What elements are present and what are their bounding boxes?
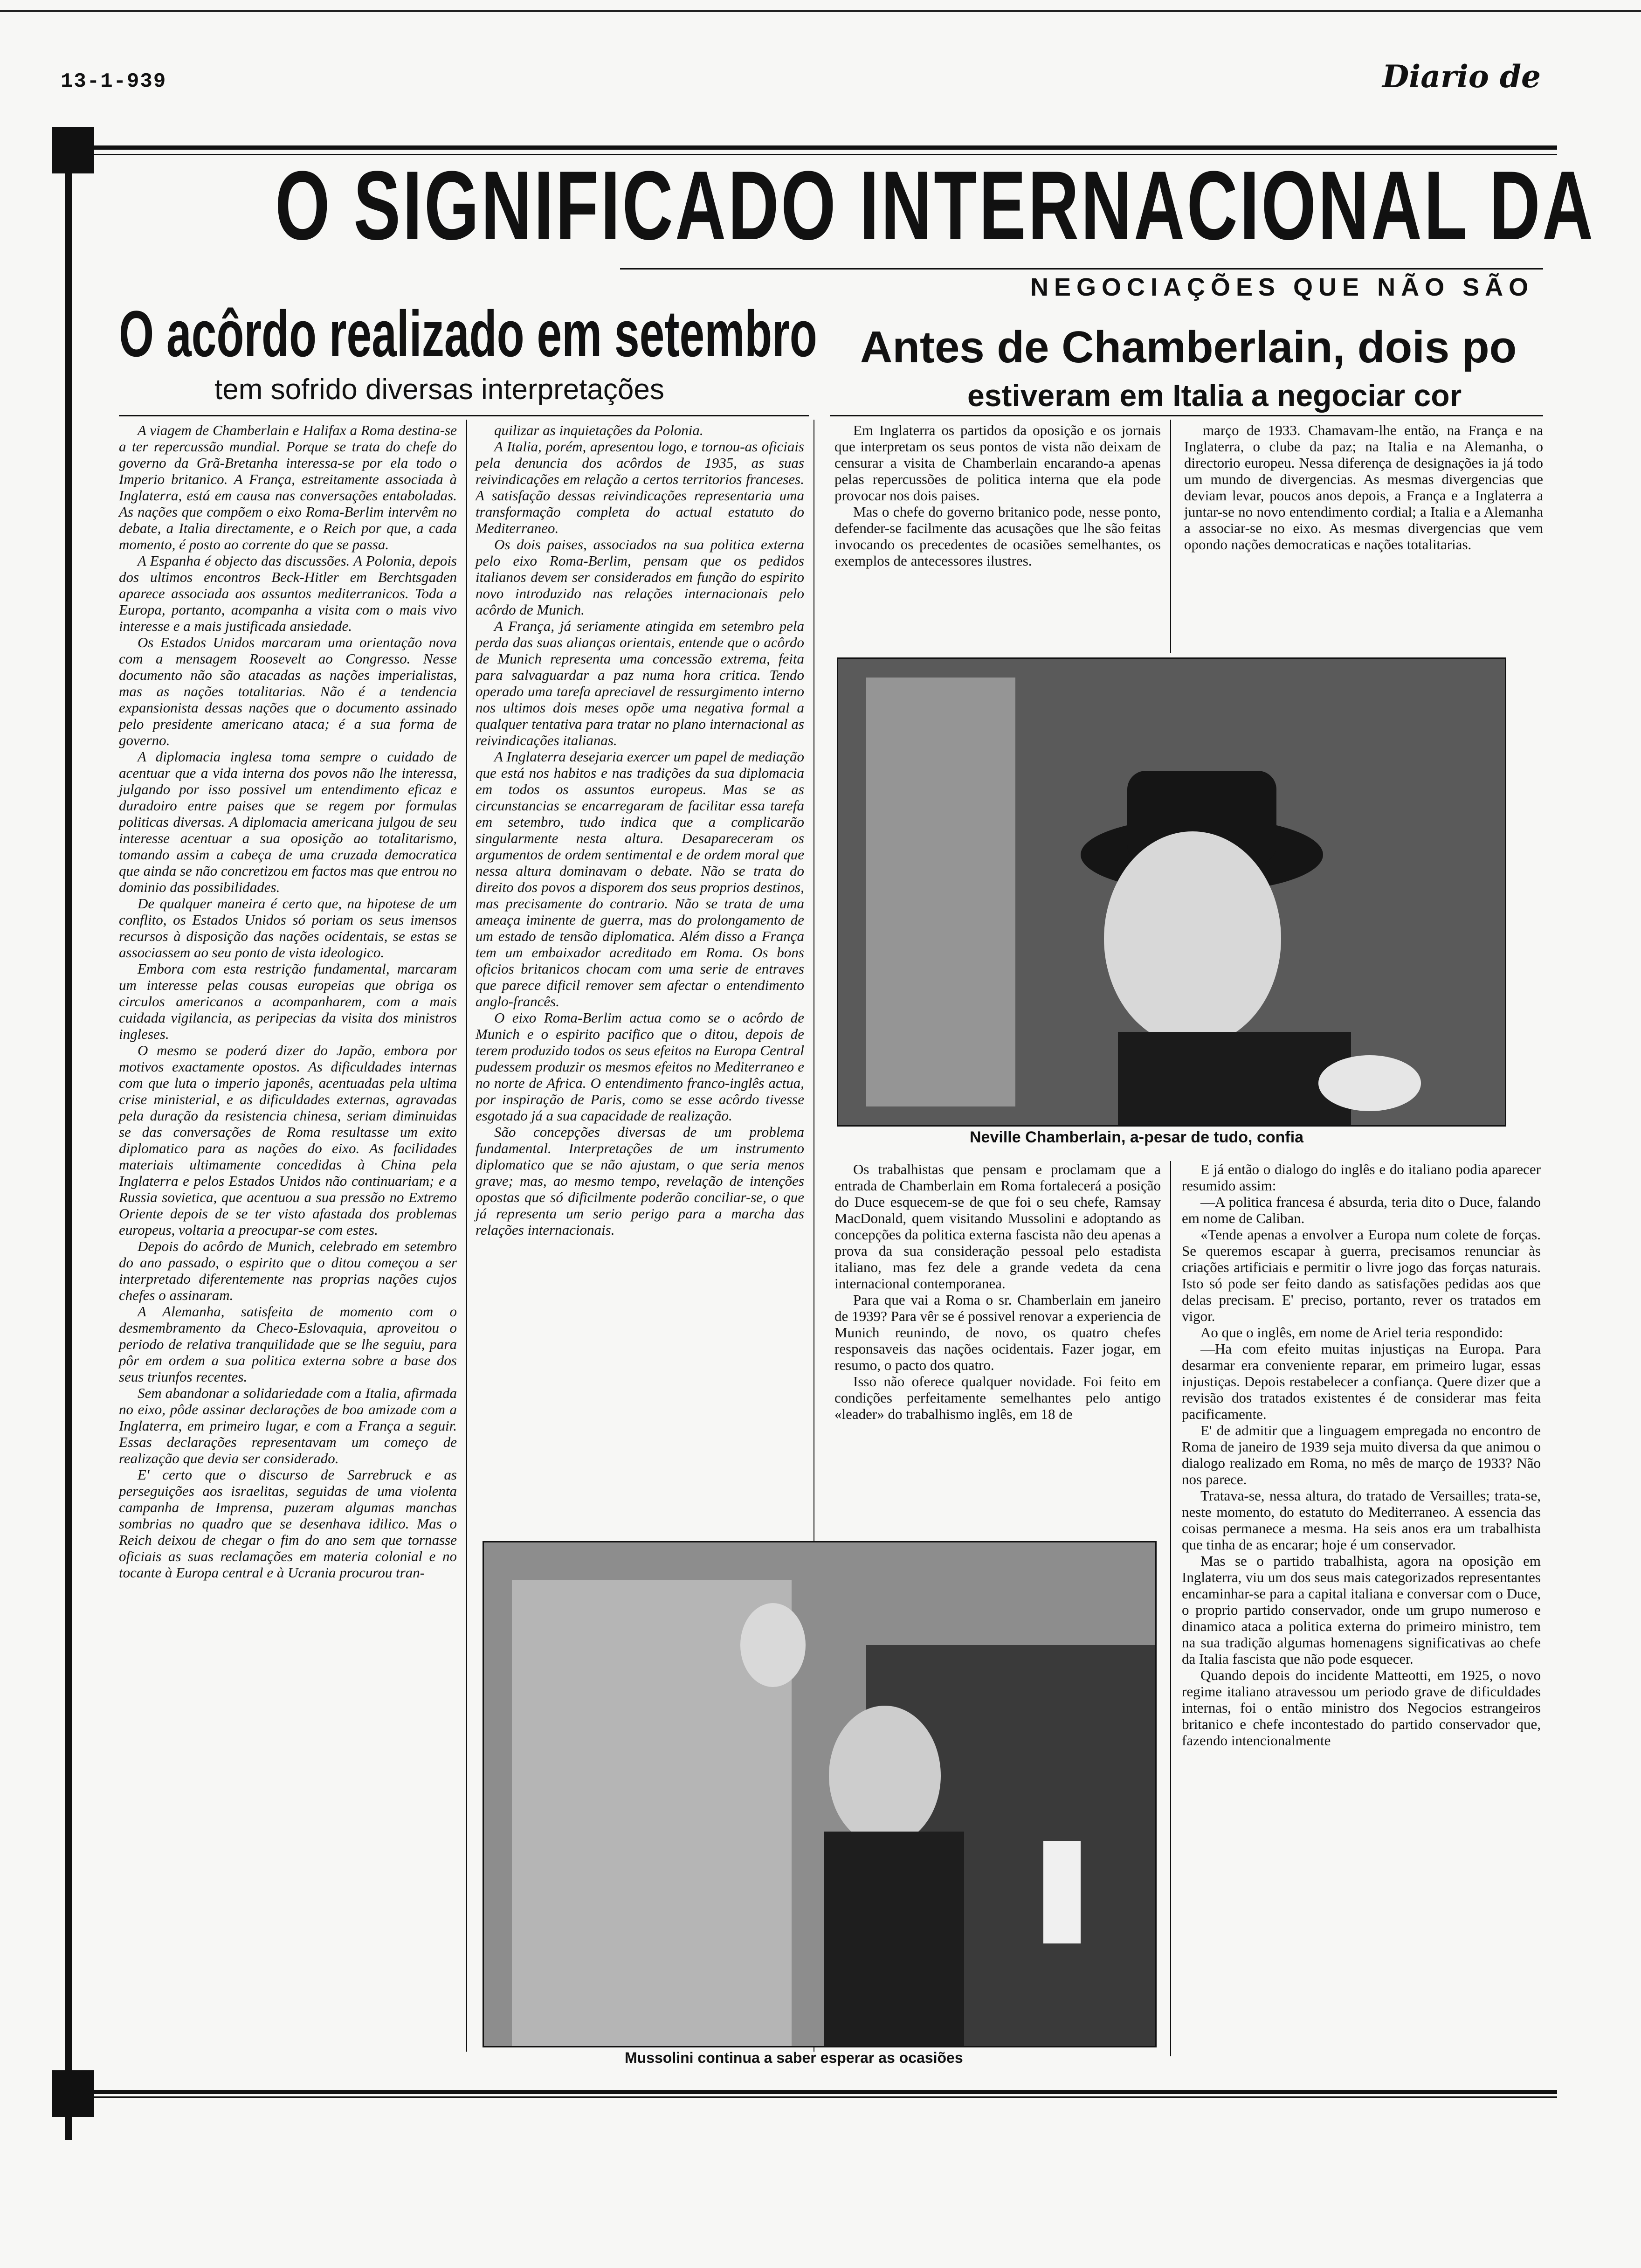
right-story-column-4-main: [1182, 1161, 1541, 2063]
paragraph: E já então o dialogo do inglês e do italiano podia aparecer resumido assim:: [1182, 1161, 1541, 1194]
paragraph: Mas se o partido trabalhista, agora na oposição em Inglaterra, viu um dos seus mais categorizados representantes encaminhar-se para a capital italiana e conversar com o Duce, o proprio partido conservador, onde um grupo numeroso e dinamico ataca a politica externa do primeiro ministro, tem na sua tradição algumas homenagens significativas ao chefe da Italia fascista que não pode esquecer.: [1182, 1553, 1541, 1667]
paragraph: A Italia, porém, apresentou logo, e tornou-as oficiais pela denuncia dos acôrdos de 1935, as suas reivindicações em relação a certos territorios franceses. A satisfação dessas reivindicações representaria uma transformação completa do actual estatuto do Mediterraneo.: [476, 438, 804, 536]
paragraph: Os trabalhistas que pensam e proclamam que a entrada de Chamberlain em Roma fortalecerá a posição do Duce esquecem-se de que foi o seu chefe, Ramsay MacDonald, quem visitando Mussolini e adoptando as concepções da politica externa fascista não deu apenas a prova da sua consideração pessoal pelo estadista italiano, mas fez dele a grande vedeta da cena internacional contemporanea.: [834, 1161, 1161, 1292]
paragraph: De qualquer maneira é certo que, na hipotese de um conflito, os Estados Unidos só poriam os seus imensos recursos à disposição das nações ocidentais, se estas se associassem ao seu ponto de vista ideologico.: [119, 895, 457, 961]
paragraph: A diplomacia inglesa toma sempre o cuidado de acentuar que a vida interna dos povos não lhe interessa, julgando por isso possivel um entendimento eficaz e duradoiro entre paises que se regem por formulas politicas diversas. A diplomacia americana julgou de seu interesse acentuar a sua oposição ao totalitarismo, tomando assim a cabeça de uma cruzada democratica que ainda se não concretizou em factos mas que entrou no dominio das possibilidades.: [119, 748, 457, 895]
paragraph: Sem abandonar a solidariedade com a Italia, afirmada no eixo, pôde assinar declarações de boa amizade com a Inglaterra, em primeiro lugar, e com a França a seguir. Essas declarações representavam um começo de realização que devia ser considerado.: [119, 1385, 457, 1466]
paragraph: O eixo Roma-Berlim actua como se o acôrdo de Munich e o espirito pacifico que o ditou, depois de terem produzido todos os seus efeitos na Europa Central pudessem produzir os mesmos efeitos no Mediterraneo e no norte de Africa. O entendimento franco-inglês actua, por inspiração de Paris, como se esse acôrdo tivesse esgotado já a sua capacidade de realização.: [476, 1010, 804, 1124]
right-deck-rule: [830, 415, 1543, 416]
paragraph: Quando depois do incidente Matteotti, em 1925, o novo regime italiano atravessou um periodo grave de dificuldades internas, foi o então ministro dos Negocios estrangeiros britanico e chefe incontestado do partido conservador que, fazendo intencionalmente: [1182, 1667, 1541, 1749]
right-story-title: Antes de Chamberlain, dois po: [860, 322, 1517, 372]
paragraph: —A politica francesa é absurda, teria dito o Duce, falando em nome de Caliban.: [1182, 1194, 1541, 1226]
paragraph: Mas o chefe do governo britanico pode, nesse ponto, defender-se facilmente das acusações que lhe são feitas invocando os precedentes de ocasiões semelhantes, os exemplos de antecessores ilustres.: [834, 504, 1161, 569]
paragraph: Ao que o inglês, em nome de Ariel teria respondido:: [1200, 1324, 1503, 1341]
paragraph: —Ha com efeito muitas injustiças na Europa. Para desarmar era conveniente reparar, em primeiro lugar, essas injustiças. Depois restabelecer a confiança. Quere dizer que a revisão dos tratados existentes é de considerar mas feita pacificamente.: [1182, 1341, 1541, 1422]
bottom-frame-rule: [65, 2090, 1557, 2094]
paragraph: «Tende apenas a envolver a Europa num colete de forças. Se queremos escapar à guerra, precisamos renunciar às criações artificiais e permitir o livre jogo das forças naturais. Isto só pode ser feito dando as satisfações pedidas aos que delas precisam. E' preciso, portanto, rever os tratados em vigor.: [1182, 1226, 1541, 1324]
paragraph: quilizar as inquietações da Polonia.: [494, 422, 703, 438]
paragraph: Depois do acôrdo de Munich, celebrado em setembro do ano passado, o espirito que o ditou começou a ser interpretado diferentemente nas proprias nações cujos chefes o assinaram.: [119, 1238, 457, 1303]
photo-mussolini: [483, 1541, 1157, 2047]
paragraph: Tratava-se, nessa altura, do tratado de Versailles; trata-se, neste momento, do estatuto do Mediterraneo. A essencia das coisas permanece a mesma. Ha seis anos era um trabalhista que tinha de as encarar; hoje é um conservador.: [1182, 1487, 1541, 1553]
left-story-column-1: [119, 422, 457, 2063]
left-story-column-2: [476, 422, 804, 1485]
column-divider: [1170, 420, 1171, 653]
paragraph: Isso não oferece qualquer novidade. Foi feito em condições perfeitamente semelhantes pelo antigo «leader» do trabalhismo inglês, em 18 de: [834, 1373, 1161, 1422]
column-divider: [1170, 1161, 1171, 2056]
right-story-column-4-top: [1184, 422, 1543, 655]
paragraph: Para que vai a Roma o sr. Chamberlain em janeiro de 1939? Para vêr se é possivel renovar a experiencia de Munich reunindo, de novo, os quatro chefes responsaveis das nações ocidentais. Fazer jogar, em resumo, o pacto dos quatro.: [834, 1292, 1161, 1373]
right-story-column-3-mid: [834, 1161, 1161, 1534]
photo2-caption: Mussolini continua a saber esperar as ocasiões: [625, 2049, 963, 2066]
paragraph: E' de admitir que a linguagem empregada no encontro de Roma de janeiro de 1939 seja muito diversa da que animou o dialogo realizado em Roma, no mês de março de 1933? Não nos parece.: [1182, 1422, 1541, 1487]
top-rule: [0, 10, 1641, 12]
masthead: Diario de: [1382, 58, 1541, 95]
portrait-illustration: [838, 659, 1505, 1125]
left-story-deck: tem sofrido diversas interpretações: [214, 373, 664, 406]
paragraph: Em Inglaterra os partidos da oposição e os jornais que interpretam os seus pontos de vista não deixam de censurar a visita de Chamberlain encarando-a apenas pelas repercussões de politica interna que ela pode provocar nos dois paises.: [834, 422, 1161, 504]
paragraph: A Inglaterra desejaria exercer um papel de mediação que está nos habitos e nas tradições da sua diplomacia em todos os assuntos europeus. Mas se as circunstancias se encarregaram de facilitar essa tarefa em setembro, tudo indica que a complicarão singularmente nesta altura. Desapareceram os argumentos de ordem sentimental e de ordem moral que nessa altura dominavam o debate. Não se trata do direito dos povos a disporem dos seus proprios destinos, mas precisamente do contrario. Não se trata de uma ameaça iminente de guerra, mas do prolongamento de um estado de tensão diplomatica. Além disso a França tem um embaixador acreditado em Roma. Os bons oficios britanicos chocam com uma serie de entraves que parece dificil remover sem afectar o entendimento anglo-francês.: [476, 748, 804, 1010]
train-window-illustration: [484, 1542, 1155, 2046]
paragraph: março de 1933. Chamavam-lhe então, na França e na Inglaterra, o clube da paz; na Italia e na Alemanha, o directorio europeu. Nessa diferença de designações ia já todo um mundo de divergencias. As mesmas divergencias que deviam levar, poucos anos depois, a França e a Inglaterra a juntar-se no novo entendimento cordial; a Italia e a Alemanha a associar-se no eixo. As mesmas divergencias que vem opondo nações democraticas e nações totalitarias.: [1184, 422, 1543, 553]
left-frame-rule: [65, 140, 72, 2140]
photo-neville-chamberlain: [837, 657, 1506, 1127]
paragraph: A Alemanha, satisfeita de momento com o desmembramento da Checo-Eslovaquia, aproveitou o periodo de relativa tranquilidade que se lhe seguiu, para pôr em ordem a sua politica externa sobre a base dos seus triunfos recentes.: [119, 1303, 457, 1385]
paragraph: Os Estados Unidos marcaram uma orientação nova com a mensagem Roosevelt ao Congresso. Nesse documento não são atacadas as nações imperialistas, mas as nações totalitarias. Não é a tendencia expansionista dessas nações que o documento assinado pelo presidente americano ataca; é a sua forma de governo.: [119, 634, 457, 748]
left-deck-rule: [119, 415, 809, 416]
photo1-caption: Neville Chamberlain, a-pesar de tudo, confia: [970, 1128, 1304, 1146]
right-story-column-3-top: [834, 422, 1161, 655]
paragraph: O mesmo se poderá dizer do Japão, embora por motivos exactamente opostos. As dificuldades internas com que luta o imperio japonês, acentuadas pela ultima crise ministerial, e as dificuldades externas, agravadas pela duração da resistencia chinesa, seriam diminuidas se das conversações de Roma resultasse um exito diplomatico para as nações do eixo. As facilidades materiais ultimamente concedidas à China pela Inglaterra e pelos Estados Unidos não continuariam; e a Russia sovietica, que acentuou a sua pressão no Extremo Oriente depois de se ter visto afastada dos problemas europeus, voltaria a preocupar-se com estes.: [119, 1042, 457, 1238]
paragraph: A viagem de Chamberlain e Halifax a Roma destina-se a ter repercussão mundial. Porque se trata do chefe do governo da Grã-Bretanha interessa-se por ela todo o Imperio britanico. A França, estreitamente associada à Inglaterra, está em causa nas conversações entaboladas. As nações que compõem o eixo Roma-Berlim intervêm no debate, a Italia directamente, e o Reich por que, a cada momento, é posto ao corrente do que se passa.: [119, 422, 457, 553]
left-story-title: O acôrdo realizado em setembro: [119, 297, 817, 370]
bottom-frame-rule-thin: [65, 2096, 1557, 2098]
right-story-kicker: NEGOCIAÇÕES QUE NÃO SÃO: [1030, 273, 1534, 301]
issue-date: 13-1-939: [61, 70, 167, 93]
paragraph: A Espanha é objecto das discussões. A Polonia, depois dos ultimos encontros Beck-Hitler em Berchtsgaden aparece associada aos assuntos mediterranicos. Toda a Europa, portanto, acompanha a visita com o mais vivo interesse e a mais justificada ansiedade.: [119, 553, 457, 634]
kicker-rule: [620, 268, 1543, 270]
column-divider: [466, 420, 467, 2052]
paragraph: E' certo que o discurso de Sarrebruck e as perseguições aos israelitas, seguidas de uma violenta campanha de Imprensa, puzeram algumas manchas sombrias no quadro que se desenhava idilico. Mas o Reich deixou de chegar o fim do ano sem que tornasse oficiais as suas reclamações em materia colonial e no tocante à Europa central e à Ucrania procurou tran-: [119, 1466, 457, 1581]
paragraph: Os dois paises, associados na sua politica externa pelo eixo Roma-Berlim, pensam que os pedidos italianos devem ser considerados em função do espirito novo introduzido nas relações internacionais pelo acôrdo de Munich.: [476, 536, 804, 618]
page-headline: O SIGNIFICADO INTERNACIONAL DA: [275, 151, 1595, 260]
paragraph: São concepções diversas de um problema fundamental. Interpretações de um instrumento diplomatico que se não ajustam, o que seria menos grave; mas, ao mesmo tempo, revelação de intenções opostas que só dificilmente poderão conciliar-se, o que já representa um serio perigo para a marcha das relações internacionais.: [476, 1124, 804, 1238]
right-story-deck: estiveram em Italia a negociar cor: [967, 378, 1462, 413]
paragraph: Embora com esta restrição fundamental, marcaram um interesse pelas cousas europeias que obriga os circulos americanos a acompanharem, com a mais cuidada vigilancia, as peripecias da visita dos ministros ingleses.: [119, 961, 457, 1042]
paragraph: A França, já seriamente atingida em setembro pela perda das suas alianças orientais, entende que o acôrdo de Munich representa uma concessão extrema, feita para salvaguardar a paz numa hora critica. Tendo operado uma tarefa apreciavel de ressurgimento interno nos ultimos dois meses opõe uma negativa formal a qualquer tentativa para tratar no plano internacional as reivindicações italianas.: [476, 618, 804, 748]
left-frame-block-top: [52, 127, 94, 173]
